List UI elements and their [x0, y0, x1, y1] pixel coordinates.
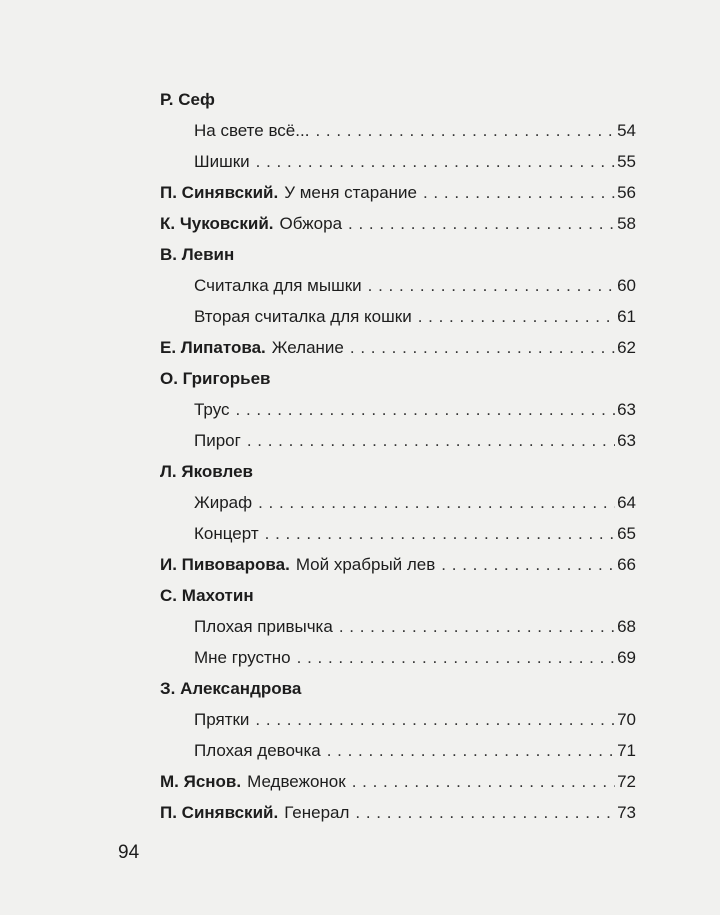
toc-page-number: 58 — [617, 214, 636, 233]
toc-title: Генерал — [284, 803, 350, 822]
toc-entry — [160, 799, 636, 827]
toc-author: М. Яснов. — [160, 772, 242, 791]
toc-page-number: 61 — [617, 307, 636, 326]
toc-entry — [160, 334, 636, 362]
toc-title: Плохая привычка — [194, 617, 333, 636]
toc-title: Желание — [271, 338, 344, 357]
toc-title: Жираф — [194, 493, 253, 512]
toc-entry — [194, 148, 636, 176]
toc-entry — [160, 768, 636, 796]
toc-entry — [194, 117, 636, 145]
toc-leader-dots — [352, 768, 615, 796]
toc-author: Е. Липатова. — [160, 338, 266, 357]
toc-author-heading — [160, 582, 636, 610]
toc-entry — [194, 520, 636, 548]
toc-title: Вторая считалка для кошки — [194, 307, 412, 326]
toc-author: И. Пивоварова. — [160, 555, 290, 574]
toc-leader-dots — [255, 706, 615, 734]
toc-entry — [194, 303, 636, 331]
toc-entry — [194, 737, 636, 765]
toc-entry — [194, 489, 636, 517]
toc-page-number: 64 — [617, 493, 636, 512]
toc-leader-dots — [350, 334, 615, 362]
toc-title: Шишки — [194, 152, 250, 171]
toc-author: Л. Яковлев — [160, 462, 253, 481]
toc-author: К. Чуковский. — [160, 214, 274, 233]
toc-author: В. Левин — [160, 245, 235, 264]
toc-page-number: 66 — [617, 555, 636, 574]
toc-leader-dots — [297, 644, 615, 672]
toc-leader-dots — [258, 489, 615, 517]
toc-page-number: 63 — [617, 400, 636, 419]
toc-leader-dots — [348, 210, 615, 238]
toc-title: Мой храбрый лев — [295, 555, 436, 574]
toc-author: П. Синявский. — [160, 803, 279, 822]
toc-entry — [194, 427, 636, 455]
toc-page-number: 70 — [617, 710, 636, 729]
toc-title: Плохая девочка — [194, 741, 321, 760]
toc-author: З. Александрова — [160, 679, 302, 698]
toc-title: Мне грустно — [194, 648, 291, 667]
toc-entry — [194, 644, 636, 672]
toc-page-number: 60 — [617, 276, 636, 295]
toc-entry — [160, 179, 636, 207]
toc-leader-dots — [423, 179, 615, 207]
toc-author-heading — [160, 241, 636, 269]
page-number: 94 — [118, 842, 140, 863]
toc-entry — [194, 396, 636, 424]
toc-author: С. Махотин — [160, 586, 254, 605]
toc-title: Прятки — [194, 710, 250, 729]
toc-page-number: 73 — [617, 803, 636, 822]
toc-page-number: 62 — [617, 338, 636, 357]
toc-leader-dots — [355, 799, 615, 827]
toc-page-number: 72 — [617, 772, 636, 791]
toc-leader-dots — [256, 148, 615, 176]
toc-entry — [194, 272, 636, 300]
toc-author: П. Синявский. — [160, 183, 279, 202]
toc-entry — [160, 551, 636, 579]
toc-title: Считалка для мышки — [194, 276, 362, 295]
toc-author-heading — [160, 86, 636, 114]
toc-leader-dots — [339, 613, 615, 641]
toc-author-heading — [160, 458, 636, 486]
toc-page-number: 65 — [617, 524, 636, 543]
toc-leader-dots — [236, 396, 616, 424]
toc-author: О. Григорьев — [160, 369, 271, 388]
toc-title: У меня старание — [284, 183, 417, 202]
toc-title: Трус — [194, 400, 230, 419]
toc-author-heading — [160, 365, 636, 393]
toc-leader-dots — [418, 303, 615, 331]
toc-title: На свете всё... — [194, 121, 310, 140]
toc-page-number: 69 — [617, 648, 636, 667]
toc-leader-dots — [315, 117, 615, 145]
toc-page-number: 55 — [617, 152, 636, 171]
toc-title: Обжора — [279, 214, 343, 233]
toc-title: Пирог — [194, 431, 241, 450]
toc-page-number: 68 — [617, 617, 636, 636]
toc-page-number: 56 — [617, 183, 636, 202]
toc-leader-dots — [368, 272, 615, 300]
toc-leader-dots — [327, 737, 615, 765]
toc-page-number: 71 — [617, 741, 636, 760]
toc-page-number: 54 — [617, 121, 636, 140]
toc-title: Медвежонок — [247, 772, 346, 791]
toc-leader-dots — [441, 551, 615, 579]
toc-page-number: 63 — [617, 431, 636, 450]
toc-entry — [194, 706, 636, 734]
toc-leader-dots — [265, 520, 615, 548]
toc-entry — [160, 210, 636, 238]
toc-title: Концерт — [194, 524, 259, 543]
toc-leader-dots — [247, 427, 615, 455]
toc-entry — [194, 613, 636, 641]
toc-author: Р. Сеф — [160, 90, 215, 109]
toc-author-heading — [160, 675, 636, 703]
